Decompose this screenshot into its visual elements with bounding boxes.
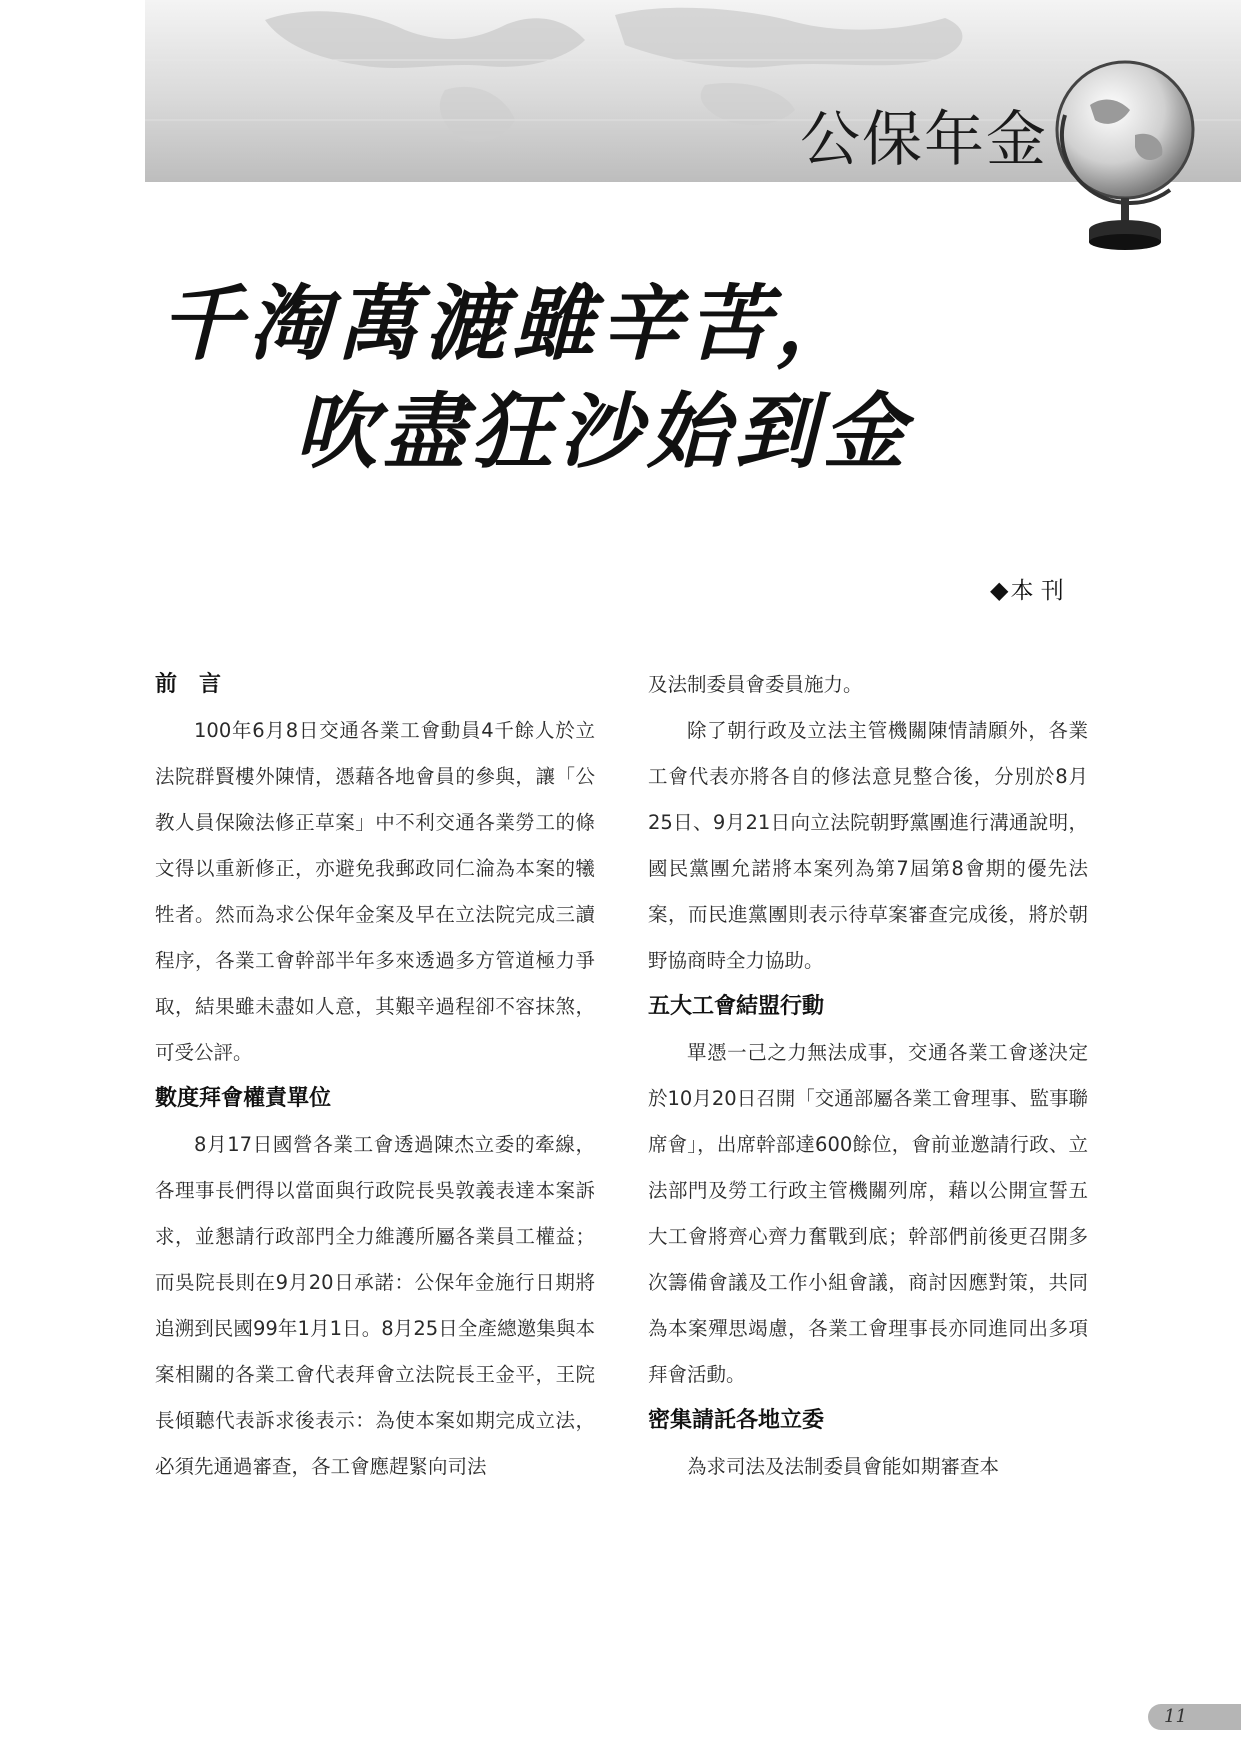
author-name: 本 刊 bbox=[1010, 578, 1064, 604]
author-byline bbox=[990, 572, 1064, 605]
article-title-line2: 吹盡狂沙始到金 bbox=[295, 384, 911, 480]
right-column bbox=[648, 662, 1088, 1490]
section-title: 公保年金 bbox=[800, 105, 1048, 175]
paragraph: 單憑一己之力無法成事，交通各業工會遂決定於10月20日召開「交通部屬各業工會理事、監事聯席會」，出席幹部達600餘位，會前並邀請行政、立法部門及勞工行政主管機關列席，藉以公開宣誓五大工會將齊心齊力奮戰到底；幹部們前後更召開多次籌備會議及工作小組會議，商討因應對策，共同為本案殫思竭慮，各業工會理事長亦同進同出多項拜會活動。 bbox=[648, 1041, 1088, 1386]
heading-intro: 前 言 bbox=[155, 672, 222, 697]
paragraph-continued: 及法制委員會委員施力。 bbox=[648, 673, 863, 696]
globe-icon bbox=[1050, 55, 1200, 255]
heading-legislators: 密集請託各地立委 bbox=[648, 1408, 825, 1433]
left-column bbox=[155, 662, 595, 1490]
paragraph: 為求司法及法制委員會能如期審查本 bbox=[687, 1455, 1000, 1478]
heading-alliance: 五大工會結盟行動 bbox=[648, 994, 825, 1019]
paragraph: 100年6月8日交通各業工會動員4千餘人於立法院群賢樓外陳情，憑藉各地會員的參與，讓「公教人員保險法修正草案」中不利交通各業勞工的條文得以重新修正，亦避免我郵政同仁淪為本案的犧牲者。然而為求公保年金案及早在立法院完成三讀程序，各業工會幹部半年多來透過多方管道極力爭取，結果雖未盡如人意，其艱辛過程卻不容抹煞，可受公評。 bbox=[155, 719, 595, 1064]
diamond-bullet-icon: ◆ bbox=[990, 576, 1009, 604]
heading-visits: 數度拜會權責單位 bbox=[155, 1086, 332, 1111]
paragraph: 8月17日國營各業工會透過陳杰立委的牽線，各理事長們得以當面與行政院長吳敦義表達本案訴求，並懇請行政部門全力維護所屬各業員工權益；而吳院長則在9月20日承諾：公保年金施行日期將追溯到民國99年1月1日。8月25日全產總邀集與本案相關的各業工會代表拜會立法院長王金平，王院長傾聽代表訴求後表示：為使本案如期完成立法，必須先通過審查，各工會應趕緊向司法 bbox=[155, 1133, 595, 1478]
paragraph: 除了朝行政及立法主管機關陳情請願外，各業工會代表亦將各自的修法意見整合後，分別於8月25日、9月21日向立法院朝野黨團進行溝通說明，國民黨團允諾將本案列為第7屆第8會期的優先法案，而民進黨團則表示待草案審查完成後，將於朝野協商時全力協助。 bbox=[648, 719, 1088, 972]
article-title-line1: 千淘萬漉雖辛苦， bbox=[160, 276, 864, 372]
page-number: 11 bbox=[1148, 1704, 1241, 1730]
